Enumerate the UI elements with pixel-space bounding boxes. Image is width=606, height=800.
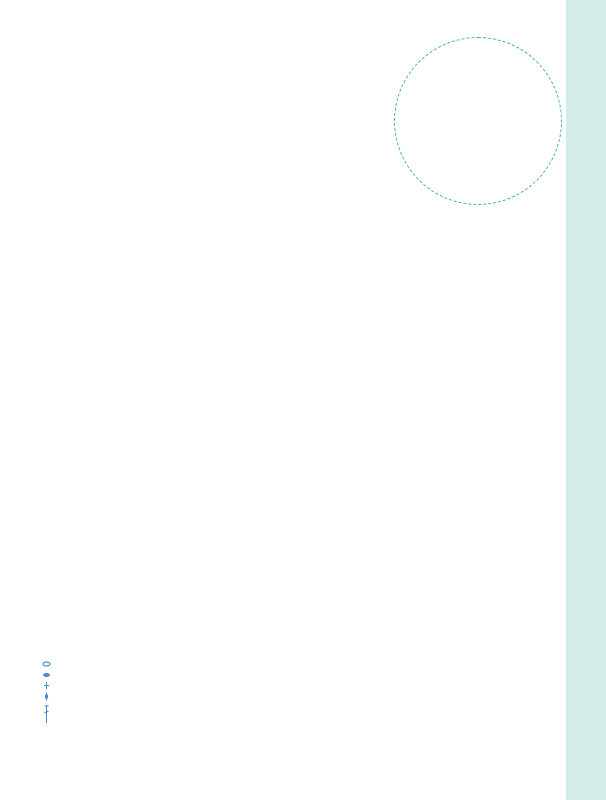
legend-item — [40, 702, 240, 726]
raised-single-crochet-symbol-icon — [40, 692, 53, 701]
legend-item — [40, 669, 240, 680]
double-crochet-symbol-icon — [40, 704, 53, 724]
slip-stitch-symbol-icon — [40, 672, 53, 678]
chain-symbol-icon — [40, 661, 53, 667]
legend-item — [40, 680, 240, 691]
legend-item — [40, 658, 240, 669]
legend-item — [40, 691, 240, 702]
chart-legend — [40, 652, 240, 726]
single-crochet-symbol-icon — [40, 681, 53, 690]
